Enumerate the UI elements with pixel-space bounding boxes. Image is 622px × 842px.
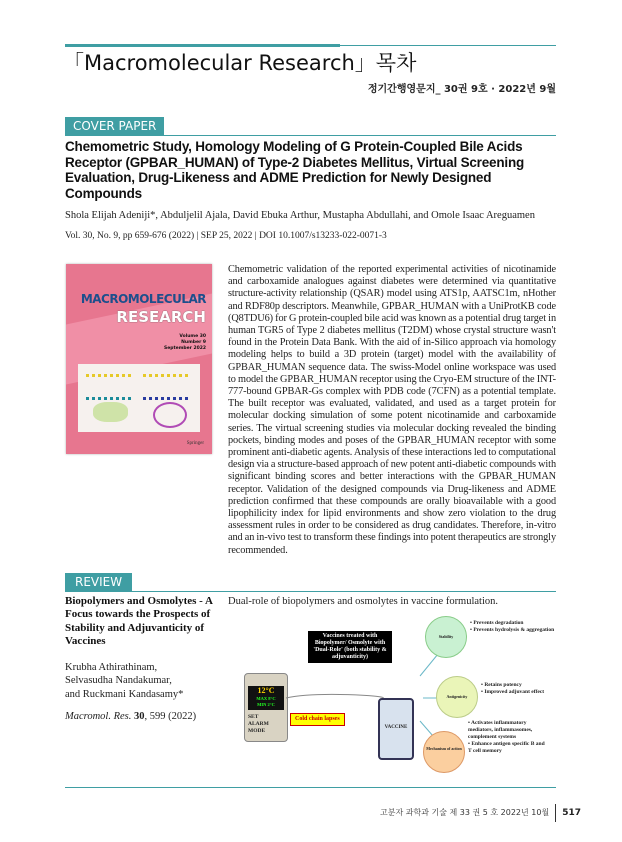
article-abstract: Chemometric validation of the reported experimental activities of nicotinamide and carboxamide analogues against diabetes were determined via quantitative structure-activity relationship (QSAR) model using ATS1p, AATSC1m, nHother and RDF80p descriptors. Meanwhile, GPBAR_HUMAN with a UniProtKB code (Q8TDU6) for G protein-coupled bile acid was known as a potential drug target in human TGR5 of Type 2 diabetes mellitus (T2DM) whose crystal structure wasn't found in the Protein Data Bank. With the aid of in-Silico approach via homology modeling helps to build a 3D protein (target) model with the availability of GPBAR_HUMAN sequence data. The swiss-Model online workspace was used to model the GPBAR_HUMAN receptor using the Cryo-EM structure of the INT-777-bound GPBAR-Gs complex with PDB code (7CFN) as a potential template. The built receptor was evaluated, validated, and used as a target protein for molecular docking simulation of some potent nicotinamide and carboxamide series. The virtual screening studies via molecular docking revealed the binding pockets, binding modes and poses of the GPBAR_HUMAN receptor with some prominent anti-diabetic agents. Analysis of these interactions led to computational design via a structure-based approach of new potent anti-diabetic compounds with significant binding scores and better interactions with the GPBAR_HUMAN receptor. Validation of the designed compounds via Drug-likeness and ADME prediction confirmed that these compounds are orally bioavailable with a good lipophilicity index for lipid environments and show zero violation to the drug assessment rules in order to be considered as drug candidates. Therefore, in-vitro and an in-vivo test to transform these findings into potent therapeutics are strongly recommended. <box>228 264 556 556</box>
section-rule <box>65 591 556 592</box>
cover-paper-badge: COVER PAPER <box>65 117 164 135</box>
review-badge: REVIEW <box>65 573 132 591</box>
review-section <box>65 573 556 781</box>
article-title[interactable]: Chemometric Study, Homology Modeling of G Protein-Coupled Bile Acids Receptor (GPBAR_HUMAN) of Type-2 Diabetes Mellitus, Virtual Screening Evaluation, Drug-Likeness and ADME Prediction for Newly Designed Compounds <box>65 139 525 201</box>
page-footer <box>65 787 581 842</box>
header-rule <box>340 45 556 46</box>
footer-journal: 고분자 과학과 기술 제 33 권 5 호 2022년 10월 <box>380 808 550 818</box>
section-rule <box>65 135 556 136</box>
review-figure: Vaccines treated with Biopolymer/ Osmolyte with 'Dual-Role' (both stability & adjuvanticity) 12°C MAX 8°C MIN 2°C SET ALARM MODE Cold chain lapses VACCINE Stability • Prevents degradation • Prevents hydrolysis & aggregation Antigenicity • Retains potency • Improved adjuvant effect Mechanism of action • Activates inflammatory mediators, inflammasomes, complement systems • Enhance antigen specific B and T cell memory <box>238 616 558 781</box>
page-number: 517 <box>562 807 581 818</box>
issue-info: 정기간행영문지_ 30권 9호 · 2022년 9월 <box>367 84 556 95</box>
review-authors: Krubha Athirathinam, Selvasudha Nandakumar, and Ruckmani Kandasamy* <box>65 661 184 700</box>
footer-divider <box>555 804 556 822</box>
cover-paper-section <box>65 117 556 557</box>
footer-rule <box>65 787 556 788</box>
cover-figure <box>78 364 200 432</box>
page-title: 「Macromolecular Research」목차 <box>63 51 417 75</box>
thermostat-icon: 12°C MAX 8°C MIN 2°C SET ALARM MODE <box>244 673 288 742</box>
article-meta: Vol. 30, No. 9, pp 659-676 (2022) | SEP 25, 2022 | DOI 10.1007/s13233-022-0071-3 <box>65 231 387 241</box>
header-rule-thick <box>65 44 340 47</box>
journal-cover-image: MACROMOLECULAR RESEARCH Volume 30 Number 9 September 2022 Springer <box>66 264 212 454</box>
review-citation: Macromol. Res. 30, 599 (2022) <box>65 711 197 723</box>
article-authors: Shola Elijah Adeniji*, Abduljelil Ajala, David Ebuka Arthur, Mustapha Abdullahi, and Omole Isaac Areguamen <box>65 210 535 221</box>
review-title[interactable]: Biopolymers and Osmolytes - A Focus towards the Prospects of Stability and Adjuvanticity of Vaccines <box>65 594 213 648</box>
vaccine-vial-icon: VACCINE <box>378 698 414 760</box>
page-header <box>65 44 556 95</box>
figure-caption: Dual-role of biopolymers and osmolytes in vaccine formulation. <box>228 595 499 607</box>
